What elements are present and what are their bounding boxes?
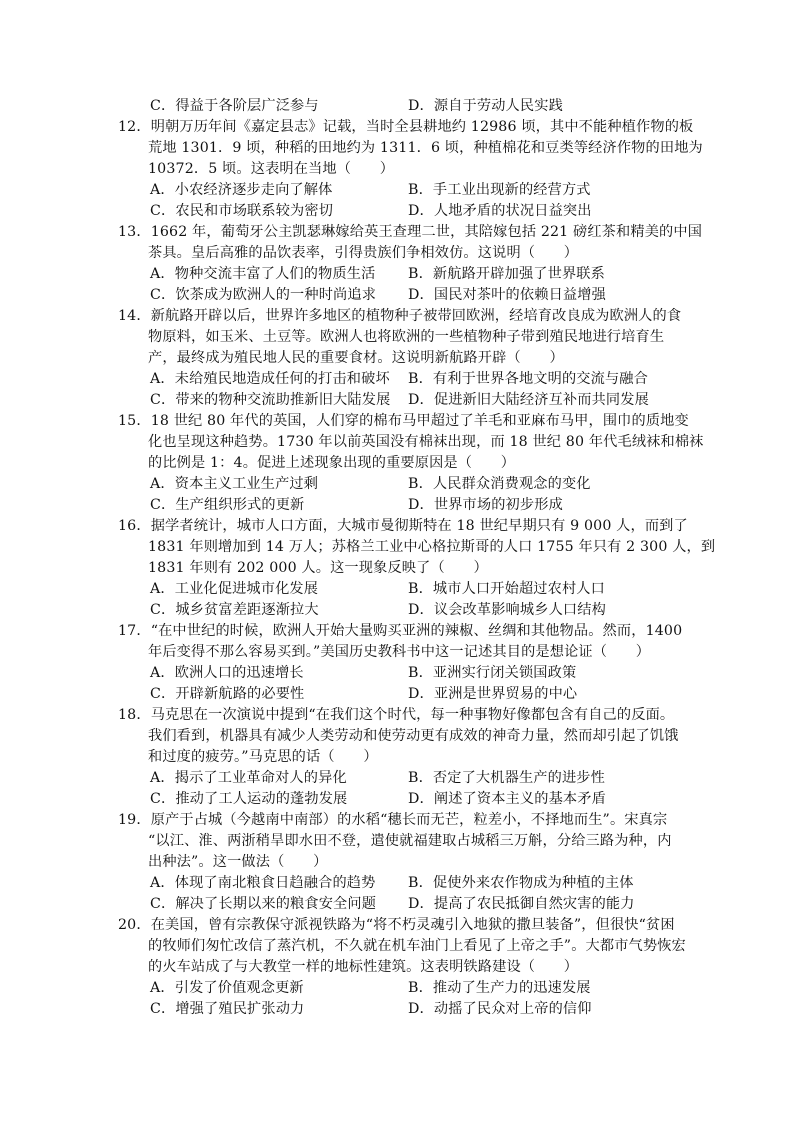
answer-option: B．新航路开辟加强了世界联系: [408, 266, 605, 282]
question-stem: 13．1662 年，葡萄牙公主凯瑟琳嫁给英王查理二世，其陪嫁包括 221 磅红茶和精美的中国: [118, 224, 703, 240]
answer-option: B．亚洲实行闭关锁国政策: [408, 665, 577, 681]
text-line: 的牧师们匆忙改信了蒸汽机，不久就在机车油门上看见了上帝之手”。大都市气势恢宏: [148, 938, 686, 954]
answer-option: C．推动了工人运动的蓬勃发展: [150, 791, 348, 807]
question-stem: 18．马克思在一次演说中提到“在我们这个时代，每一种事物好像都包含有自己的反面。: [118, 707, 675, 723]
question-stem: 15．18 世纪 80 年代的英国，人们穿的棉布马甲超过了羊毛和亚麻布马甲，围巾的质地变: [118, 413, 689, 429]
answer-option: D．促进新旧大陆经济互补而共同发展: [408, 392, 649, 408]
text-line: 化也呈现这种趋势。1730 年以前英国没有棉袜出现，而 18 世纪 80 年代毛绒袜和棉袜: [148, 434, 704, 450]
text-line: 荒地 1301．9 顷，种稻的田地约为 1311．6 顷，种植棉花和豆类等经济作物的田地为: [148, 140, 703, 156]
text-line: 的火车站成了与大教堂一样的地标性建筑。这表明铁路建设（ ）: [148, 959, 579, 975]
answer-option: D．阐述了资本主义的基本矛盾: [408, 791, 606, 807]
text-line: 茶具。皇后高雅的品饮表率，引得贵族们争相效仿。这说明（ ）: [148, 245, 579, 261]
answer-option: D．世界市场的初步形成: [408, 497, 563, 513]
text-line: 的比例是 1：4。促进上述现象出现的重要原因是（ ）: [148, 455, 516, 471]
answer-option: B．手工业出现新的经营方式: [408, 182, 591, 198]
text-line: 1831 年则有 202 000 人。这一现象反映了（ ）: [148, 560, 488, 576]
answer-option: A．揭示了工业革命对人的异化: [150, 770, 347, 786]
answer-option: C．增强了殖民扩张动力: [150, 1001, 305, 1017]
text-line: 1831 年则增加到 14 万人；苏格兰工业中心格拉斯哥的人口 1755 年只有 2 300 人，到: [148, 539, 716, 555]
question-stem: 19．原产于占城（今越南中南部）的水稻“穗长而无芒，粒差小，不择地而生”。宋真宗: [118, 812, 668, 828]
answer-option: A．工业化促进城市化发展: [150, 581, 319, 597]
answer-option: B．城市人口开始超过农村人口: [408, 581, 605, 597]
answer-option: A．未给殖民地造成任何的打击和破坏: [150, 371, 390, 387]
answer-option: A．物种交流丰富了人们的物质生活: [150, 266, 376, 282]
answer-option: D．提高了农民抵御自然灾害的能力: [408, 896, 635, 912]
text-line: 产，最终成为殖民地人民的重要食材。这说明新航路开辟（ ）: [148, 350, 564, 366]
answer-option: B．人民群众消费观念的变化: [408, 476, 591, 492]
question-stem: 20．在美国，曾有宗教保守派视铁路为“将不朽灵魂引入地狱的撒旦装备”，但很快“贫困: [118, 917, 675, 933]
answer-option: A．引发了价值观念更新: [150, 980, 304, 996]
text-line: 和过度的疲劳。”马克思的话（ ）: [148, 749, 378, 765]
answer-option: D．源自于劳动人民实践: [408, 98, 563, 114]
text-line: 我们看到，机器具有减少人类劳动和使劳动更有成效的神奇力量，然而却引起了饥饿: [148, 728, 679, 744]
answer-option: C．农民和市场联系较为密切: [150, 203, 334, 219]
answer-option: C．带来的物种交流助推新旧大陆发展: [150, 392, 391, 408]
answer-option: C．生产组织形式的更新: [150, 497, 305, 513]
answer-option: A．欧洲人口的迅速增长: [150, 665, 304, 681]
answer-option: C．城乡贫富差距逐渐拉大: [150, 602, 319, 618]
answer-option: D．国民对茶叶的依赖日益增强: [408, 287, 606, 303]
answer-option: C．饮茶成为欧洲人的一种时尚追求: [150, 287, 377, 303]
text-line: 物原料，如玉米、土豆等。欧洲人也将欧洲的一些植物种子带到殖民地进行培育生: [148, 329, 665, 345]
question-stem: 14．新航路开辟以后，世界许多地区的植物种子被带回欧洲，经培育改良成为欧洲人的食: [118, 308, 682, 324]
answer-option: B．有利于世界各地文明的交流与融合: [408, 371, 648, 387]
answer-option: D．动摇了民众对上帝的信仰: [408, 1001, 592, 1017]
answer-option: B．否定了大机器生产的进步性: [408, 770, 605, 786]
text-line: 年后变得不那么容易买到。”美国历史教科书中这一记述其目的是想论证（ ）: [148, 644, 651, 660]
text-line: “以江、淮、两浙稍旱即水田不登，遣使就福建取占城稻三万斛，分给三路为种，内: [148, 833, 672, 849]
answer-option: D．亚洲是世界贸易的中心: [408, 686, 578, 702]
answer-option: B．推动了生产力的迅速发展: [408, 980, 591, 996]
answer-option: A．体现了南北粮食日趋融合的趋势: [150, 875, 376, 891]
question-stem: 12．明朝万历年间《嘉定县志》记载，当时全县耕地约 12986 顷，其中不能种植作物的板: [118, 119, 694, 135]
answer-option: C．开辟新航路的必要性: [150, 686, 305, 702]
question-stem: 17．“在中世纪的时候，欧洲人开始大量购买亚洲的辣椒、丝绸和其他物品。然而，1400: [118, 623, 683, 639]
answer-option: B．促使外来农作物成为种植的主体: [408, 875, 634, 891]
answer-option: C．得益于各阶层广泛参与: [150, 98, 319, 114]
answer-option: C．解决了长期以来的粮食安全问题: [150, 896, 377, 912]
question-stem: 16．据学者统计，城市人口方面，大城市曼彻斯特在 18 世纪早期只有 9 000 人，而到了: [118, 518, 688, 534]
text-line: 出种法”。这一做法（ ）: [148, 854, 328, 870]
answer-option: A．小农经济逐步走向了解体: [150, 182, 333, 198]
answer-option: D．议会改革影响城乡人口结构: [408, 602, 606, 618]
answer-option: A．资本主义工业生产过剩: [150, 476, 319, 492]
answer-option: D．人地矛盾的状况日益突出: [408, 203, 592, 219]
question-stem: 10372．5 顷。这表明在当地（ ）: [148, 161, 395, 177]
